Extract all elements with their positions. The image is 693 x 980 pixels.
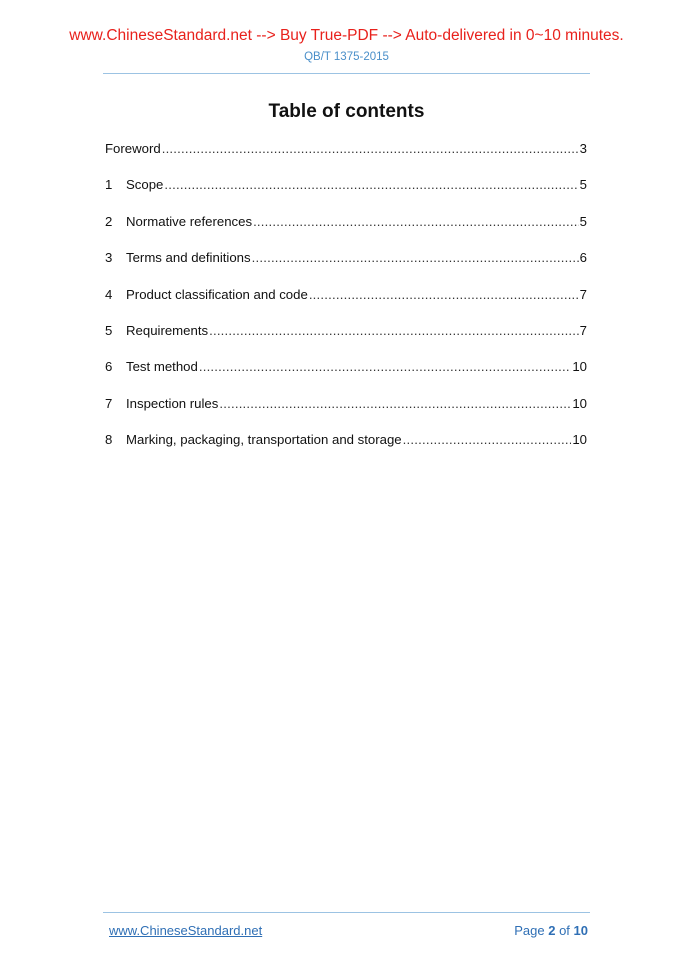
of-word: of (559, 923, 570, 938)
total-pages-number: 10 (573, 923, 588, 938)
toc-item-requirements[interactable] (105, 323, 587, 359)
promo-banner[interactable]: www.ChineseStandard.net --> Buy True-PDF --> Auto-delivered in 0~10 minutes. (69, 27, 624, 44)
toc-item-label: Terms and definitions (126, 250, 251, 266)
document-code: QB/T 1375-2015 (304, 51, 389, 63)
toc-item-label: Scope (126, 177, 164, 193)
toc-item-page: 5 (579, 213, 587, 229)
dot-leader (219, 396, 571, 411)
dot-leader (164, 177, 578, 192)
toc-item-page: 3 (579, 141, 587, 156)
table-of-contents (105, 141, 587, 469)
header-divider (103, 73, 590, 74)
toc-item-label: Test method (126, 359, 198, 375)
toc-item-label: Marking, packaging, transportation and storage (126, 432, 402, 448)
toc-item-page: 7 (579, 322, 587, 338)
footer-website-link[interactable]: www.ChineseStandard.net (109, 923, 263, 938)
toc-item-label: Foreword (105, 141, 161, 156)
toc-item-page: 6 (579, 250, 587, 266)
toc-item-foreword[interactable] (105, 141, 587, 177)
page-indicator (514, 923, 588, 938)
toc-item-product-classification[interactable] (105, 287, 587, 323)
toc-item-inspection-rules[interactable] (105, 396, 587, 432)
dot-leader (403, 432, 572, 447)
page-word: Page (514, 923, 545, 938)
toc-item-marking-packaging[interactable] (105, 432, 587, 468)
toc-item-label: Product classification and code (126, 286, 308, 302)
toc-item-test-method[interactable] (105, 359, 587, 395)
toc-item-number: 8 (105, 432, 113, 448)
toc-item-normative-references[interactable] (105, 214, 587, 250)
toc-item-page: 5 (579, 177, 587, 193)
toc-item-page: 10 (572, 359, 587, 375)
toc-item-terms-and-definitions[interactable] (105, 250, 587, 286)
toc-item-scope[interactable] (105, 177, 587, 213)
dot-leader (253, 214, 579, 229)
toc-item-number: 7 (105, 395, 113, 411)
dot-leader (209, 323, 579, 338)
toc-title: Table of contents (268, 101, 425, 122)
footer-divider (103, 912, 590, 913)
dot-leader (309, 287, 579, 302)
toc-item-page: 7 (579, 286, 587, 302)
toc-item-number: 1 (105, 177, 113, 193)
toc-item-number: 5 (105, 322, 113, 338)
toc-item-number: 2 (105, 213, 113, 229)
toc-item-label: Requirements (126, 322, 209, 338)
current-page-number: 2 (548, 923, 556, 938)
dot-leader (162, 141, 579, 156)
toc-item-number: 3 (105, 250, 113, 266)
dot-leader (252, 250, 579, 265)
toc-item-label: Inspection rules (126, 395, 219, 411)
toc-item-page: 10 (572, 432, 587, 448)
dot-leader (199, 359, 571, 374)
toc-item-number: 6 (105, 359, 113, 375)
toc-item-number: 4 (105, 286, 113, 302)
toc-item-page: 10 (572, 395, 587, 411)
toc-item-label: Normative references (126, 213, 253, 229)
